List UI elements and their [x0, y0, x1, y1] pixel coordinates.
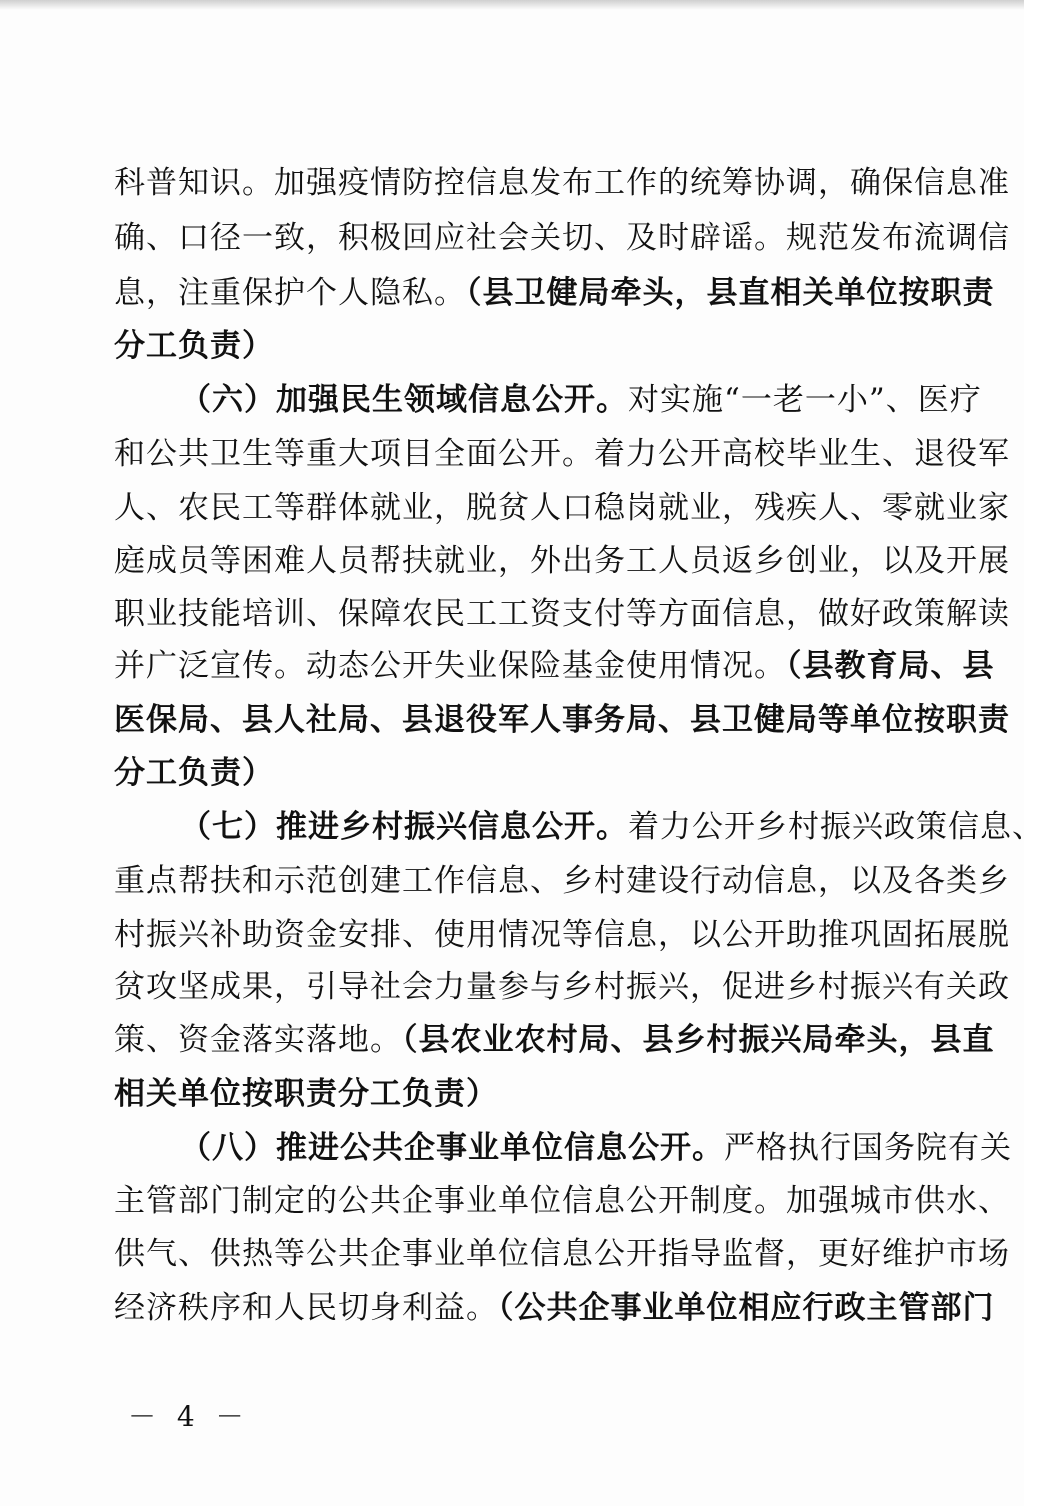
section-6-heading-line — [180, 372, 982, 428]
text-line — [114, 745, 274, 801]
text-line — [114, 1226, 1010, 1282]
section-heading: （六）加强民生领域信息公开。 — [180, 382, 628, 418]
text-segment: 庭成员等困难人员帮扶就业，外出务工人员返乡创业，以及开展 — [114, 543, 1010, 579]
text-line — [114, 907, 1010, 963]
section-8-heading-line — [180, 1120, 1012, 1176]
text-line — [114, 1280, 995, 1336]
text-segment: 着力公开乡村振兴政策信息、 — [628, 809, 1044, 845]
text-line — [114, 480, 1010, 536]
text-line — [114, 426, 1010, 482]
text-line — [114, 265, 995, 321]
responsibility-note: 医保局、县人社局、县退役军人事务局、县卫健局等单位按职责 — [114, 702, 1010, 738]
text-segment: 人、农民工等群体就业，脱贫人口稳岗就业，残疾人、零就业家 — [114, 490, 1010, 526]
responsibility-note: （县教育局、县 — [786, 648, 995, 684]
text-segment: 经济秩序和人民切身利益。 — [114, 1290, 498, 1326]
text-segment: 贫攻坚成果，引导社会力量参与乡村振兴，促进乡村振兴有关政 — [114, 969, 1010, 1005]
section-7-heading-line — [180, 799, 1044, 855]
text-segment: 并广泛宣传。动态公开失业保险基金使用情况。 — [114, 648, 786, 684]
section-heading: （八）推进公共企事业单位信息公开。 — [180, 1130, 724, 1166]
responsibility-note: 相关单位按职责分工负责） — [114, 1076, 498, 1112]
responsibility-note: （县卫健局牵头，县直相关单位按职责 — [466, 275, 995, 311]
page-number: － 4 － — [128, 1400, 250, 1433]
text-line — [114, 1066, 498, 1122]
responsibility-note: 分工负责） — [114, 755, 274, 791]
text-line — [114, 533, 1010, 589]
section-heading: （七）推进乡村振兴信息公开。 — [180, 809, 628, 845]
text-segment: 和公共卫生等重大项目全面公开。着力公开高校毕业生、退役军 — [114, 436, 1010, 472]
text-line — [114, 155, 1010, 211]
text-segment: 息，注重保护个人隐私。 — [114, 275, 466, 311]
text-segment: 供气、供热等公共企事业单位信息公开指导监督，更好维护市场 — [114, 1236, 1010, 1272]
text-line — [114, 638, 995, 694]
responsibility-note: （县农业农村局、县乡村振兴局牵头，县直 — [402, 1022, 995, 1058]
text-line — [114, 586, 1010, 642]
text-segment: 村振兴补助资金安排、使用情况等信息，以公开助推巩固拓展脱 — [114, 917, 1010, 953]
scan-edge — [0, 0, 1024, 10]
text-line — [114, 1173, 1010, 1229]
text-segment: 主管部门制定的公共企事业单位信息公开制度。加强城市供水、 — [114, 1183, 1010, 1219]
text-line — [114, 959, 1010, 1015]
responsibility-note: 分工负责） — [114, 328, 274, 364]
text-segment: 职业技能培训、保障农民工工资支付等方面信息，做好政策解读 — [114, 596, 1010, 632]
text-segment: 确、口径一致，积极回应社会关切、及时辟谣。规范发布流调信 — [114, 220, 1010, 256]
text-segment: 科普知识。加强疫情防控信息发布工作的统筹协调，确保信息准 — [114, 165, 1010, 201]
text-segment: 对实施“一老一小”、医疗 — [628, 382, 982, 418]
text-line — [114, 318, 274, 374]
text-line — [114, 692, 1010, 748]
text-line — [114, 210, 1010, 266]
text-line — [114, 1012, 995, 1068]
text-segment: 策、资金落实落地。 — [114, 1022, 402, 1058]
responsibility-note: （公共企事业单位相应行政主管部门 — [498, 1290, 995, 1326]
text-segment: 严格执行国务院有关 — [724, 1130, 1012, 1166]
text-line — [114, 853, 1010, 909]
text-segment: 重点帮扶和示范创建工作信息、乡村建设行动信息，以及各类乡 — [114, 863, 1010, 899]
